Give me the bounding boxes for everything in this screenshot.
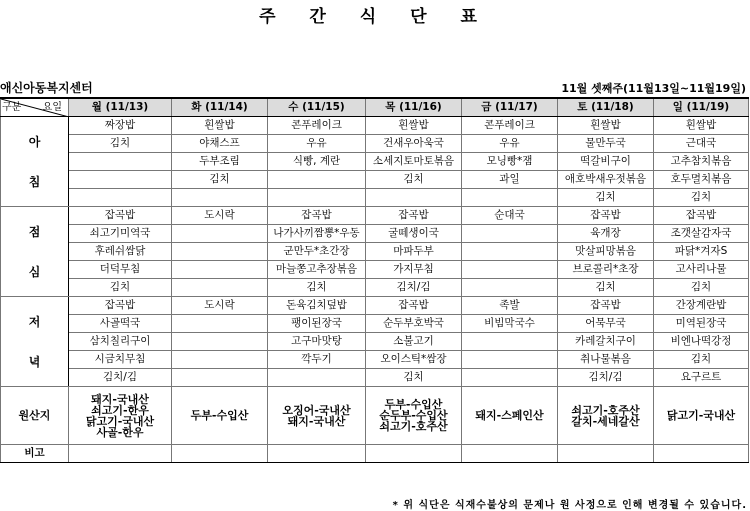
origin-line: 돼지-스페인산 [475,409,544,422]
origin-cell [462,387,558,445]
organization-name: 애신아동복지센터 [0,81,93,95]
menu-item [69,189,172,207]
weekly-menu-table [0,97,749,463]
menu-item: 김치 [69,279,172,297]
menu-item: 우유 [462,135,558,153]
menu-item: 건새우아욱국 [366,135,462,153]
day-header: 화 (11/14) [172,98,268,117]
menu-item: 잡곡밥 [268,207,366,225]
menu-item: 김치/김 [366,279,462,297]
menu-item: 김치 [654,279,749,297]
menu-item [172,261,268,279]
menu-item: 고추참치볶음 [654,153,749,171]
day-header: 토 (11/18) [558,98,654,117]
menu-item [366,189,462,207]
day-header: 월 (11/13) [69,98,172,117]
corner-label-category: 구분 [2,102,22,113]
menu-item: 나가사끼짬뽕*우동 [268,225,366,243]
menu-item: 떡갈비구이 [558,153,654,171]
menu-row [1,153,749,171]
meal-label-char: 녁 [28,354,41,369]
origin-row [1,387,749,445]
origin-line: 쇠고기-한우 [91,403,149,417]
remarks-label: 비고 [1,445,69,463]
header-row [1,98,749,117]
remarks-cell [172,445,268,463]
menu-item: 콘푸레이크 [268,117,366,135]
origin-line: 오징어-국내산 [282,403,351,417]
menu-item: 잡곡밥 [366,207,462,225]
menu-item [462,243,558,261]
menu-item: 카레갈치구이 [558,333,654,351]
origin-label: 원산지 [1,387,69,445]
menu-item: 어묵무국 [558,315,654,333]
menu-item: 브로콜리*초장 [558,261,654,279]
menu-item: 흰쌀밥 [172,117,268,135]
menu-item: 흰쌀밥 [654,117,749,135]
menu-item [268,189,366,207]
menu-item [172,225,268,243]
menu-item: 고구마맛탕 [268,333,366,351]
menu-item [462,279,558,297]
menu-item: 김치 [558,189,654,207]
menu-row [1,333,749,351]
remarks-cell [558,445,654,463]
menu-row [1,297,749,315]
menu-item: 잡곡밥 [69,297,172,315]
menu-item [462,351,558,369]
menu-row [1,261,749,279]
menu-item: 군만두*초간장 [268,243,366,261]
menu-item: 소세지토마토볶음 [366,153,462,171]
menu-item: 우유 [268,135,366,153]
menu-item: 파닭*겨자S [654,243,749,261]
menu-item: 마파두부 [366,243,462,261]
menu-item: 잡곡밥 [69,207,172,225]
menu-item [172,333,268,351]
menu-row [1,279,749,297]
menu-item [172,189,268,207]
menu-row [1,243,749,261]
menu-item [172,351,268,369]
menu-item: 잡곡밥 [366,297,462,315]
menu-item: 시금치무침 [69,351,172,369]
menu-item: 가지무침 [366,261,462,279]
menu-item: 근대국 [654,135,749,153]
menu-item [462,369,558,387]
meal-label-char: 침 [28,174,41,189]
menu-item: 맛살피망볶음 [558,243,654,261]
corner-label-day: 요일 [42,102,62,113]
menu-item: 김치 [366,171,462,189]
origin-cell [366,387,462,445]
origin-line: 갈치-세네갈산 [571,414,640,428]
menu-row [1,225,749,243]
menu-item: 쇠고기미역국 [69,225,172,243]
menu-item: 고사리나물 [654,261,749,279]
menu-item: 후레쉬쌈닭 [69,243,172,261]
menu-item: 사골떡국 [69,315,172,333]
origin-line: 닭고기-국내산 [85,414,155,428]
menu-item: 비빔막국수 [462,315,558,333]
menu-item: 과일 [462,171,558,189]
day-header: 금 (11/17) [462,98,558,117]
menu-item: 두부조림 [172,153,268,171]
week-range: 11월 셋째주(11월13일~11월19일) [561,82,746,95]
menu-item: 흰쌀밥 [558,117,654,135]
menu-item: 간장계란밥 [654,297,749,315]
menu-item: 깍두기 [268,351,366,369]
menu-item: 식빵, 계란 [268,153,366,171]
menu-item: 야채스프 [172,135,268,153]
remarks-row [1,445,749,463]
meal-label-char: 점 [28,224,41,239]
menu-item: 잡곡밥 [558,207,654,225]
origin-cell [654,387,749,445]
origin-line: 사골-한우 [96,425,144,439]
day-header: 일 (11/19) [654,98,749,117]
menu-item: 김치 [69,135,172,153]
origin-cell [172,387,268,445]
remarks-cell [69,445,172,463]
menu-item [268,369,366,387]
origin-line: 돼지-국내산 [91,392,149,406]
menu-item: 도시락 [172,297,268,315]
menu-item [172,279,268,297]
menu-row [1,207,749,225]
menu-item: 김치 [268,279,366,297]
remarks-cell [462,445,558,463]
menu-item: 김치 [366,369,462,387]
menu-item [462,189,558,207]
meal-label [1,297,69,387]
origin-line: 순두부-수입산 [379,409,448,422]
menu-item: 흰쌀밥 [366,117,462,135]
menu-item: 순두부호박국 [366,315,462,333]
remarks-cell [366,445,462,463]
meal-label-char: 저 [28,314,41,329]
origin-line: 닭고기-국내산 [666,409,736,422]
menu-row [1,315,749,333]
page-title: 주 간 식 단 표 [259,7,491,27]
menu-item: 돈육김치덮밥 [268,297,366,315]
origin-line: 쇠고기-호주산 [379,420,448,433]
origin-line: 쇠고기-호주산 [571,403,640,417]
menu-item: 육개장 [558,225,654,243]
menu-item: 잡곡밥 [558,297,654,315]
menu-item: 콘푸레이크 [462,117,558,135]
menu-item [69,171,172,189]
menu-item: 소불고기 [366,333,462,351]
menu-item: 잡곡밥 [654,207,749,225]
menu-row [1,171,749,189]
menu-item: 모닝빵*잼 [462,153,558,171]
menu-row [1,369,749,387]
corner-cell [1,98,69,117]
menu-item: 팽이된장국 [268,315,366,333]
menu-item [172,243,268,261]
menu-item: 김치 [558,279,654,297]
menu-item [69,153,172,171]
menu-item: 취나물볶음 [558,351,654,369]
meal-label-char: 심 [28,264,41,279]
origin-cell [558,387,654,445]
meal-label-char: 아 [28,134,41,149]
menu-item: 요구르트 [654,369,749,387]
menu-item: 미역된장국 [654,315,749,333]
menu-item: 더덕무침 [69,261,172,279]
menu-item: 마늘쫑고추장볶음 [268,261,366,279]
menu-item: 오이스틱*쌈장 [366,351,462,369]
day-header: 목 (11/16) [366,98,462,117]
menu-item: 짜장밥 [69,117,172,135]
menu-item [172,369,268,387]
menu-item: 김치 [654,351,749,369]
menu-item: 도시락 [172,207,268,225]
menu-item [462,225,558,243]
menu-item: 순대국 [462,207,558,225]
origin-cell [69,387,172,445]
remarks-cell [654,445,749,463]
menu-item: 족발 [462,297,558,315]
menu-item [462,261,558,279]
menu-item: 애호박새우젓볶음 [558,171,654,189]
menu-item [462,333,558,351]
meal-label [1,117,69,207]
menu-item: 삼치칠리구이 [69,333,172,351]
menu-item: 김치 [654,189,749,207]
menu-row [1,351,749,369]
menu-row [1,135,749,153]
day-header: 수 (11/15) [268,98,366,117]
origin-cell [268,387,366,445]
origin-line: 두부-수입산 [190,409,249,422]
menu-item: 물만두국 [558,135,654,153]
footnote: * 위 식단은 식재수불상의 문제나 원 사정으로 인해 변경될 수 있습니다. [392,500,747,511]
meal-label [1,207,69,297]
menu-item: 조갯살감자국 [654,225,749,243]
menu-row [1,189,749,207]
menu-item: 호두멸치볶음 [654,171,749,189]
menu-item: 굴떼생이국 [366,225,462,243]
menu-item: 김치 [172,171,268,189]
origin-line: 돼지-국내산 [287,414,346,428]
origin-line: 두부-수입산 [384,398,443,411]
menu-row [1,117,749,135]
menu-item [268,171,366,189]
menu-item: 김치/김 [69,369,172,387]
menu-item [172,315,268,333]
menu-item: 비엔나떡강정 [654,333,749,351]
remarks-cell [268,445,366,463]
menu-item: 김치/김 [558,369,654,387]
